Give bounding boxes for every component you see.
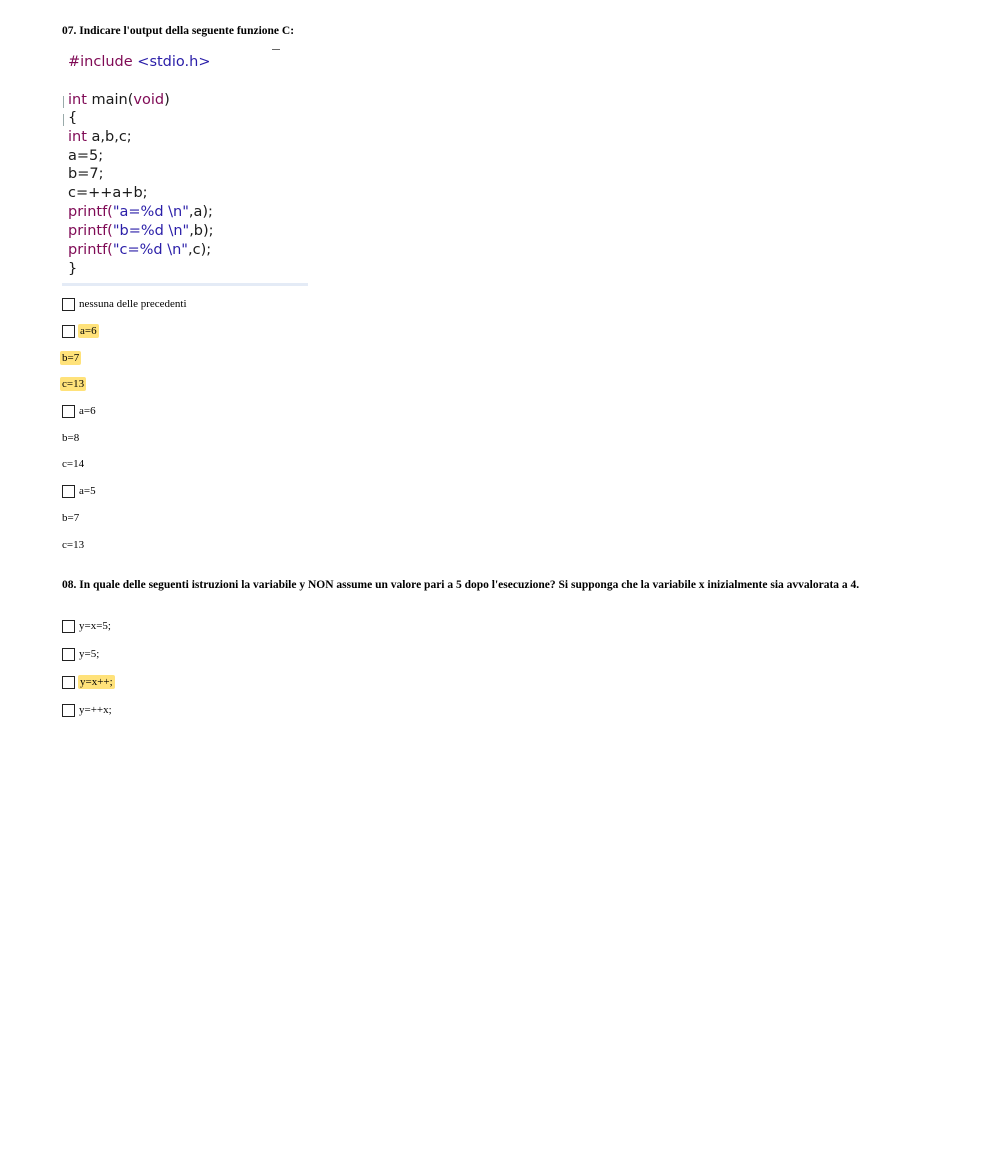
option-label: a=6 — [79, 405, 96, 417]
code-line-assign-b: b=7; — [68, 166, 104, 182]
gutter-marker — [63, 96, 64, 108]
code-line-open-brace: { — [68, 110, 78, 126]
q8-option-3[interactable] — [62, 674, 115, 690]
q7-option-2[interactable] — [62, 323, 99, 339]
q7-option-4[interactable] — [62, 483, 97, 499]
checkbox[interactable] — [62, 298, 75, 311]
option-label: y=++x; — [79, 704, 112, 716]
code-line-main: int main(void) — [68, 92, 170, 108]
checkbox[interactable] — [62, 485, 75, 498]
code-line-include: #include <stdio.h> — [68, 54, 211, 70]
checkbox[interactable] — [62, 704, 75, 717]
checkbox[interactable] — [62, 676, 75, 689]
option-3-line-b: b=8 — [62, 432, 80, 444]
option-label-highlighted: y=x++; — [80, 676, 113, 688]
option-label: nessuna delle precedenti — [79, 298, 187, 310]
q8-option-2[interactable] — [62, 646, 100, 662]
code-line-declare: int a,b,c; — [68, 129, 132, 145]
option-label: y=5; — [79, 648, 100, 660]
option-2-line-b: b=7 — [62, 352, 80, 364]
code-snippet-image — [62, 47, 308, 286]
q8-option-1[interactable] — [62, 618, 112, 634]
q7-option-1[interactable] — [62, 296, 188, 312]
question-07-title: 07. Indicare l'output della seguente funzione C: — [62, 25, 295, 37]
gutter-marker — [63, 114, 64, 126]
option-label-highlighted: a=6 — [80, 325, 97, 337]
code-line-assign-a: a=5; — [68, 148, 104, 164]
checkbox[interactable] — [62, 648, 75, 661]
code-line-close-brace: } — [68, 261, 78, 277]
checkbox[interactable] — [62, 325, 75, 338]
q7-option-3[interactable] — [62, 403, 97, 419]
code-line-printf-a: printf("a=%d \n",a); — [68, 204, 213, 220]
option-2-line-c: c=13 — [62, 378, 85, 390]
q8-option-4[interactable] — [62, 702, 113, 718]
checkbox[interactable] — [62, 405, 75, 418]
option-4-line-c: c=13 — [62, 539, 85, 551]
question-08-title: 08. In quale delle seguenti istruzioni la variabile y NON assume un valore pari a 5 dopo l'esecuzione? Si supponga che la variabile x inizialmente sia avvalorata a 4. — [62, 579, 860, 591]
option-label: a=5 — [79, 485, 96, 497]
code-line-assign-c: c=++a+b; — [68, 185, 148, 201]
option-label: y=x=5; — [79, 620, 111, 632]
option-4-line-b: b=7 — [62, 512, 80, 524]
code-line-printf-c: printf("c=%d \n",c); — [68, 242, 212, 258]
code-line-printf-b: printf("b=%d \n",b); — [68, 223, 214, 239]
decorative-dash — [272, 49, 280, 50]
option-3-line-c: c=14 — [62, 458, 85, 470]
checkbox[interactable] — [62, 620, 75, 633]
